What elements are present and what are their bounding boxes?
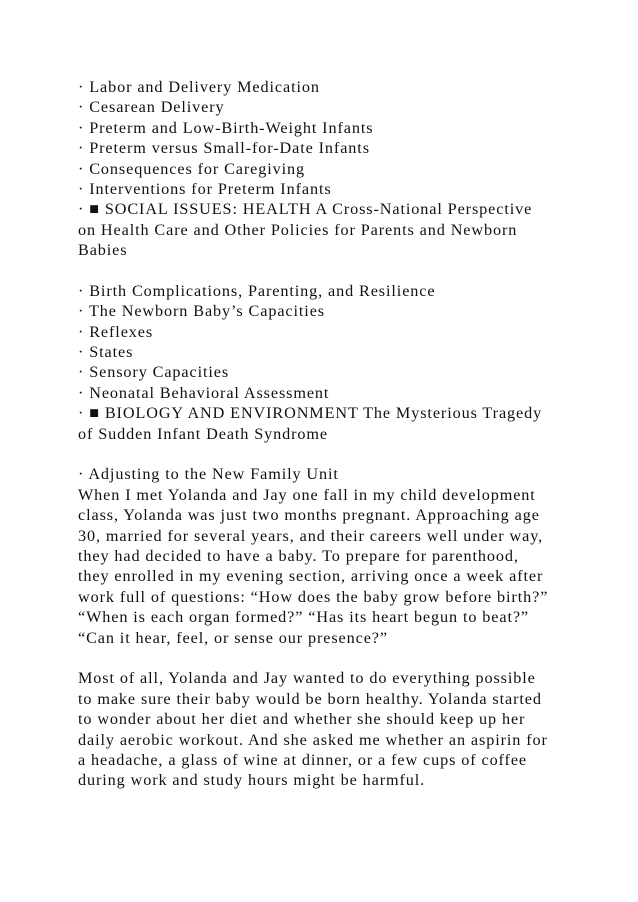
spacer <box>78 261 578 281</box>
paragraph-line: work full of questions: “How does the baby grow before birth?” <box>78 587 549 606</box>
outline-item: · The Newborn Baby’s Capacities <box>78 302 325 321</box>
outline-item: · States <box>78 343 134 362</box>
outline-item: · Cesarean Delivery <box>78 98 225 117</box>
outline-item: · Preterm versus Small-for-Date Infants <box>78 139 370 158</box>
paragraph-line: “When is each organ formed?” “Has its heart begun to beat?” <box>78 608 530 627</box>
outline-item: · Consequences for Caregiving <box>78 159 306 178</box>
outline-item: · Adjusting to the New Family Unit <box>78 465 339 484</box>
outline-item: · Labor and Delivery Medication <box>78 78 320 96</box>
paragraph-line: “Can it hear, feel, or sense our presence?” <box>78 628 388 647</box>
biology-box-heading <box>78 403 578 444</box>
heading-line: · ■ SOCIAL ISSUES: HEALTH A Cross-National Perspective <box>78 200 533 219</box>
outline-group-3 <box>78 464 578 484</box>
heading-line: on Health Care and Other Policies for Parents and Newborn <box>78 220 518 239</box>
paragraph-line: to make sure their baby would be born healthy. Yolanda started <box>78 689 542 708</box>
spacer <box>78 444 578 464</box>
outline-item: · Interventions for Preterm Infants <box>78 179 332 198</box>
heading-line: of Sudden Infant Death Syndrome <box>78 424 328 443</box>
heading-line: · ■ BIOLOGY AND ENVIRONMENT The Mysterious Tragedy <box>78 404 543 423</box>
paragraph-line: they enrolled in my evening section, arriving once a week after <box>78 567 544 586</box>
heading-line: Babies <box>78 241 128 260</box>
paragraph-line: 30, married for several years, and their careers well under way, <box>78 526 544 545</box>
paragraph-line: to wonder about her diet and whether she should keep up her <box>78 710 526 729</box>
second-paragraph <box>78 668 578 790</box>
paragraph-line: during work and study hours might be harmful. <box>78 771 426 790</box>
paragraph-line: class, Yolanda was just two months pregnant. Approaching age <box>78 506 540 525</box>
outline-item: · Birth Complications, Parenting, and Resilience <box>78 281 436 300</box>
paragraph-line: they had decided to have a baby. To prepare for parenthood, <box>78 546 519 565</box>
outline-item: · Preterm and Low-Birth-Weight Infants <box>78 118 374 137</box>
social-issues-box-heading <box>78 199 578 260</box>
paragraph-line: When I met Yolanda and Jay one fall in my child development <box>78 485 536 504</box>
document-page <box>78 77 578 791</box>
paragraph-line: Most of all, Yolanda and Jay wanted to do everything possible <box>78 669 536 688</box>
outline-item: · Reflexes <box>78 322 154 341</box>
outline-item: · Neonatal Behavioral Assessment <box>78 383 330 402</box>
outline-group-1 <box>78 77 578 199</box>
intro-paragraph <box>78 485 578 648</box>
spacer <box>78 648 578 668</box>
outline-item: · Sensory Capacities <box>78 363 230 382</box>
paragraph-line: a headache, a glass of wine at dinner, or a few cups of coffee <box>78 750 528 769</box>
outline-group-2 <box>78 281 578 403</box>
paragraph-line: daily aerobic workout. And she asked me whether an aspirin for <box>78 730 548 749</box>
